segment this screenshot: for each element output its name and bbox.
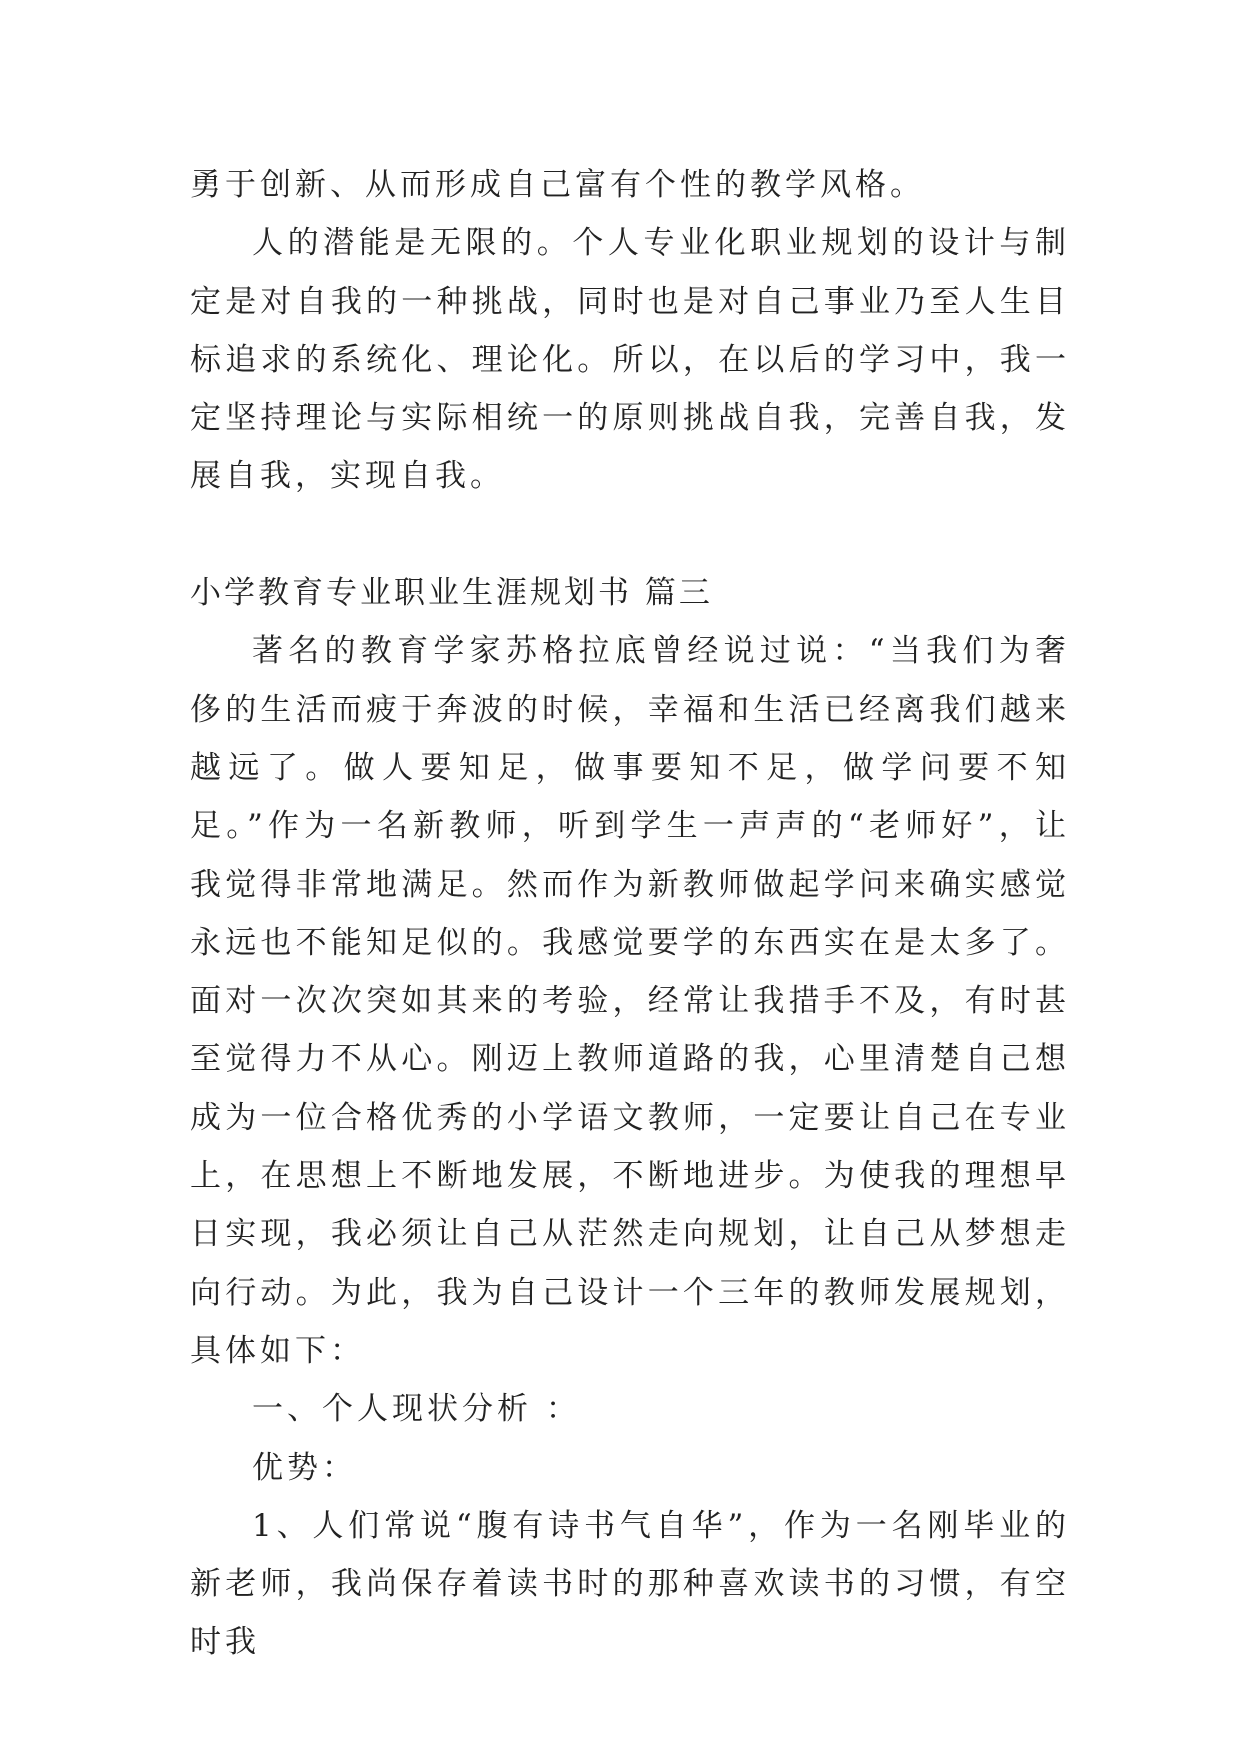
paragraph-potential: 人的潜能是无限的。个人专业化职业规划的设计与制定是对自我的一种挑战，同时也是对自己事业乃至人生目标追求的系统化、理论化。所以，在以后的学习中，我一定坚持理论与实际相统一的原则挑战自我，完善自我，发展自我，实现自我。	[190, 225, 1070, 495]
paragraph-gap	[190, 506, 1070, 564]
document-body	[190, 156, 1070, 1672]
paragraph-advantages-heading: 优势：	[252, 1449, 357, 1486]
paragraph-status-analysis-heading: 一、个人现状分析 ：	[252, 1391, 581, 1428]
paragraph-advantage-one: 1、人们常说“腹有诗书气自华”，作为一名刚毕业的新老师，我尚保存着读书时的那种喜欢读书的习惯，有空时我	[190, 1507, 1070, 1661]
paragraph-style-conclusion: 勇于创新、从而形成自己富有个性的教学风格。	[190, 167, 925, 203]
section-heading: 小学教育专业职业生涯规划书 篇三	[190, 575, 713, 612]
paragraph-socrates-quote: 著名的教育学家苏格拉底曾经说过说：“当我们为奢侈的生活而疲于奔波的时候，幸福和生活已经离我们越来越远了。做人要知足，做事要知不足，做学问要不知足。”作为一名新教师，听到学生一声声的“老师好”，让我觉得非常地满足。然而作为新教师做起学问来确实感觉永远也不能知足似的。我感觉要学的东西实在是太多了。面对一次次突如其来的考验，经常让我措手不及，有时甚至觉得力不从心。刚迈上教师道路的我，心里清楚自己想成为一位合格优秀的小学语文教师，一定要让自己在专业上，在思想上不断地发展，不断地进步。为使我的理想早日实现，我必须让自己从茫然走向规划，让自己从梦想走向行动。为此，我为自己设计一个三年的教师发展规划，具体如下：	[190, 633, 1070, 1369]
